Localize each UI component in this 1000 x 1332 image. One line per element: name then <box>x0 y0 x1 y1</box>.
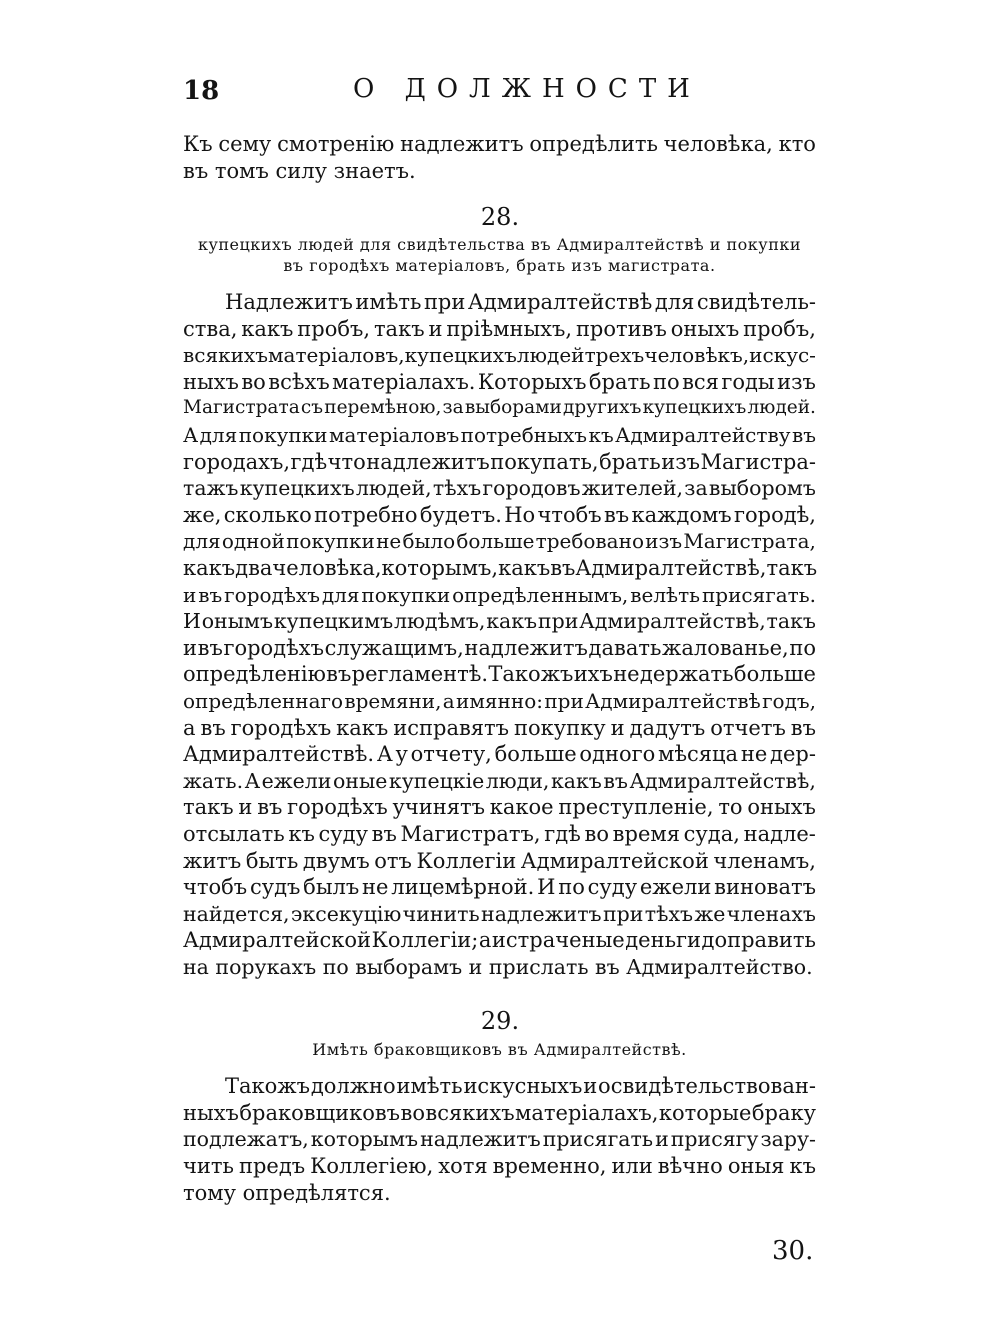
section-28-line: Магистрата съ перемѣною, за выборами другихъ купецкихъ людей. <box>183 397 816 418</box>
section-29-number: 29. <box>480 1007 520 1035</box>
running-head: О ДОЛЖНОСТИ <box>353 74 701 104</box>
section-28-line: житъ быть двумъ отъ Коллегіи Адмиралтейской членамъ, <box>183 849 816 873</box>
section-28-line: всякихъ матеріаловъ, купецкихъ людей трехъ человѣкъ, искус- <box>183 343 816 367</box>
section-28-line: а въ городѣхъ какъ исправятъ покупку и дадутъ отчетъ въ <box>183 716 816 740</box>
section-28-line: жать. А ежели оные купецкіе люди, какъ въ Адмиралтействѣ, <box>183 769 816 793</box>
section-28-line: Адмиралтейской Коллегіи; а истраченые деньги доправить <box>183 928 816 952</box>
section-29-line: тому опредѣлятся. <box>183 1181 391 1205</box>
section-28-line: какъ два человѣка, которымъ, какъ въ Адмиралтействѣ, такъ <box>183 556 818 580</box>
page-header <box>183 70 823 110</box>
section-28-line: для одной покупки не было больше требовано изъ Магистрата, <box>183 529 816 553</box>
section-29-line: ныхъ браковщиковъ во всякихъ матеріалахъ, которые браку <box>183 1101 816 1125</box>
section-28-line: городахъ, гдѣ что надлежитъ покупать, брать изъ Магистра- <box>183 450 816 474</box>
section-29-line: подлежатъ, которымъ надлежитъ присягать и присягу зару- <box>183 1127 816 1151</box>
section-28-line: И онымъ купецкимъ людѣмъ, какъ при Адмиралтействѣ, такъ <box>183 609 816 633</box>
section-29-title: Имѣть браковщиковъ въ Адмиралтействѣ. <box>312 1040 687 1059</box>
section-29-line: Такожъ должно имѣть искусныхъ и освидѣтельствован- <box>225 1074 816 1098</box>
section-28-line: Надлежитъ имѣть при Адмиралтействѣ для свидѣтель- <box>225 290 816 314</box>
section-28-title-line: въ городѣхъ матеріаловъ, брать изъ магистрата. <box>283 256 716 275</box>
section-28-line: опредѣленнаго времяни, а имянно: при Адмиралтействѣ годъ, <box>183 689 816 713</box>
intro-line: въ томъ силу знаетъ. <box>183 159 416 183</box>
section-28-line: ства, какъ пробъ, такъ и пріѣмныхъ, противъ оныхъ пробъ, <box>183 317 816 341</box>
section-28-line: А для покупки матеріаловъ потребныхъ къ Адмиралтейству въ <box>183 423 816 447</box>
section-28-number: 28. <box>480 203 520 231</box>
catchword: 30. <box>772 1236 814 1266</box>
section-28-line: тажъ купецкихъ людей, тѣхъ городовъ жителей, за выборомъ <box>183 476 816 500</box>
section-28-title-line: купецкихъ людей для свидѣтельства въ Адмиралтействѣ и покупки <box>197 235 802 254</box>
section-28-line: опредѣленію въ регламентѣ. Такожъ ихъ не держать больше <box>183 662 816 686</box>
section-28-line: отсылать къ суду въ Магистратъ, гдѣ во время суда, надле- <box>183 822 816 846</box>
section-28-line: найдется, эксекуцію чинить надлежитъ при тѣхъ же членахъ <box>183 902 816 926</box>
section-28-line: и въ городѣхъ служащимъ, надлежитъ давать жалованье, по <box>183 636 816 660</box>
intro-line: Къ сему смотренію надлежитъ опредѣлить человѣка, кто <box>183 132 816 156</box>
section-28-line: такъ и въ городѣхъ учинятъ какое преступленіе, то оныхъ <box>183 795 816 819</box>
section-28-line: чтобъ судъ былъ не лицемѣрной. И по суду ежели виноватъ <box>183 875 816 899</box>
section-28-line: Адмиралтействѣ. А у отчету, больше одного мѣсяца не дер- <box>183 742 816 766</box>
section-28-line: ныхъ во всѣхъ матеріалахъ. Которыхъ брать по вся годы изъ <box>183 370 816 394</box>
section-29-line: чить предъ Коллегіею, хотя временно, или вѣчно оныя къ <box>183 1154 816 1178</box>
section-28-line: же, сколько потребно будетъ. Но чтобъ въ каждомъ городѣ, <box>183 503 816 527</box>
section-28-line: и въ городѣхъ для покупки опредѣленнымъ, велѣть присягать. <box>183 583 816 607</box>
page-number: 18 <box>183 76 220 106</box>
section-28-line: на порукахъ по выборамъ и прислать въ Адмиралтейство. <box>183 955 813 979</box>
